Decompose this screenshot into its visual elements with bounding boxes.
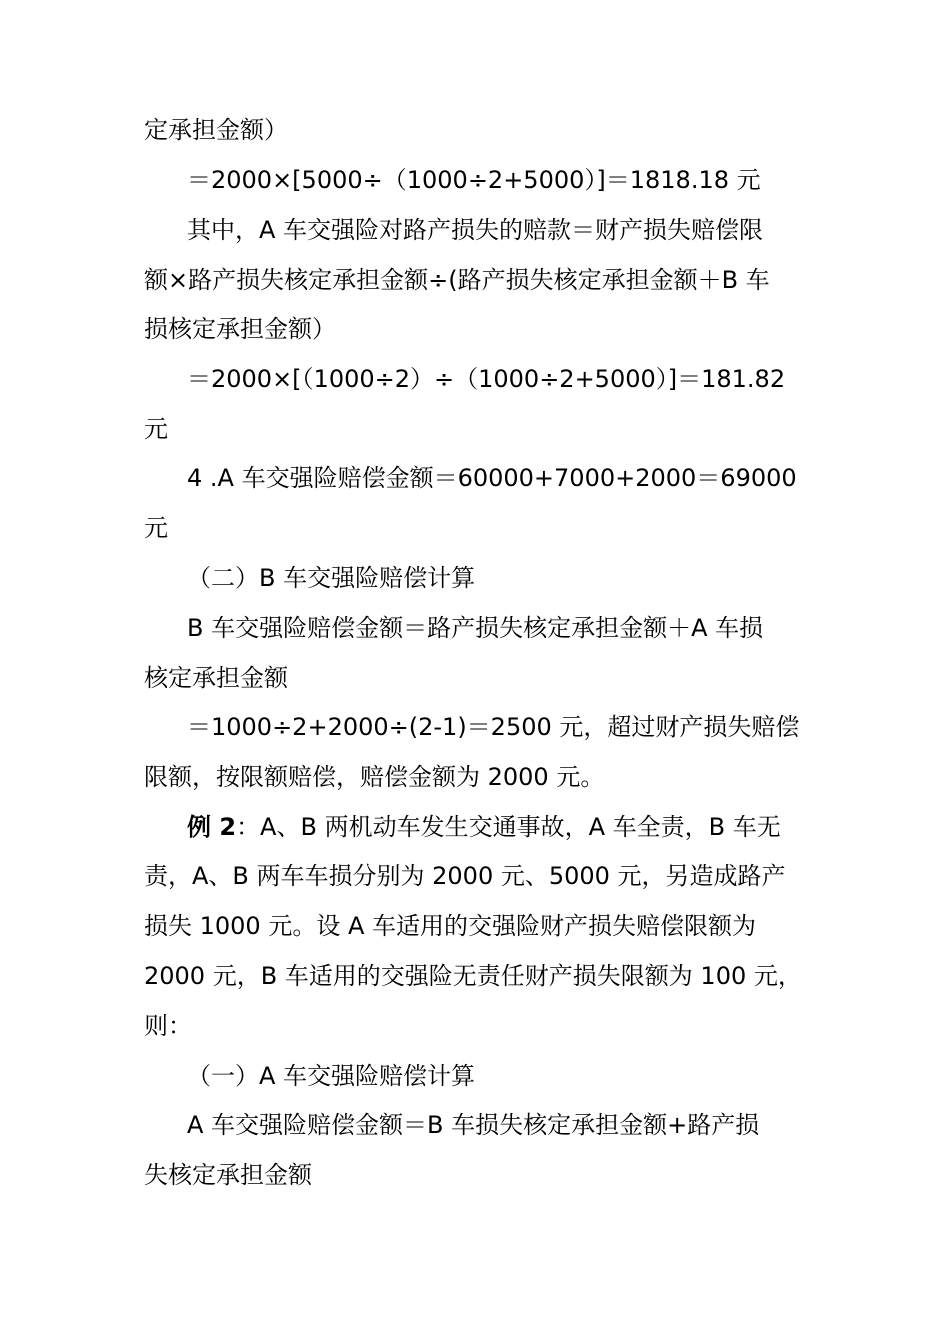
text-line: 限额，按限额赔偿，赔偿金额为 2000 元。 (144, 763, 605, 791)
section-heading: （一）A 车交强险赔偿计算 (187, 1062, 476, 1090)
text-line: 2000 元，B 车适用的交强险无责任财产损失限额为 100 元， (144, 962, 802, 990)
example-label: 例 2 (187, 813, 237, 841)
text-line: 核定承担金额 (144, 664, 288, 692)
text-line: 则： (144, 1012, 192, 1040)
example-paragraph-first-line (187, 802, 781, 852)
text-line: 失核定承担金额 (144, 1161, 312, 1189)
text-line: 其中，A 车交强险对路产损失的赔款＝财产损失赔偿限 (187, 216, 764, 244)
text-line: 元 (144, 415, 168, 443)
text-line: 定承担金额） (144, 116, 288, 144)
text-line: ＝2000×[（1000÷2）÷（1000÷2+5000）]＝181.82 (187, 365, 786, 393)
text-line: 元 (144, 514, 168, 542)
text-line: 4 .A 车交强险赔偿金额＝60000+7000+2000＝69000 (187, 464, 797, 492)
text-line: 责，A、B 两车车损分别为 2000 元、5000 元，另造成路产 (144, 862, 786, 890)
text-line: ＝1000÷2+2000÷(2-1)＝2500 元，超过财产损失赔偿 (187, 713, 800, 741)
text-line: 损失 1000 元。设 A 车适用的交强险财产损失赔偿限额为 (144, 912, 757, 940)
text-line: B 车交强险赔偿金额＝路产损失核定承担金额＋A 车损 (187, 614, 764, 642)
example-text: ：A、B 两机动车发生交通事故，A 车全责，B 车无 (236, 813, 781, 841)
text-line: 损核定承担金额） (144, 315, 336, 343)
text-line: ＝2000×[5000÷（1000÷2+5000）]＝1818.18 元 (187, 166, 761, 194)
text-line: 额×路产损失核定承担金额÷(路产损失核定承担金额＋B 车 (144, 266, 770, 294)
section-heading: （二）B 车交强险赔偿计算 (187, 564, 476, 592)
text-line: A 车交强险赔偿金额＝B 车损失核定承担金额+路产损 (187, 1111, 760, 1139)
